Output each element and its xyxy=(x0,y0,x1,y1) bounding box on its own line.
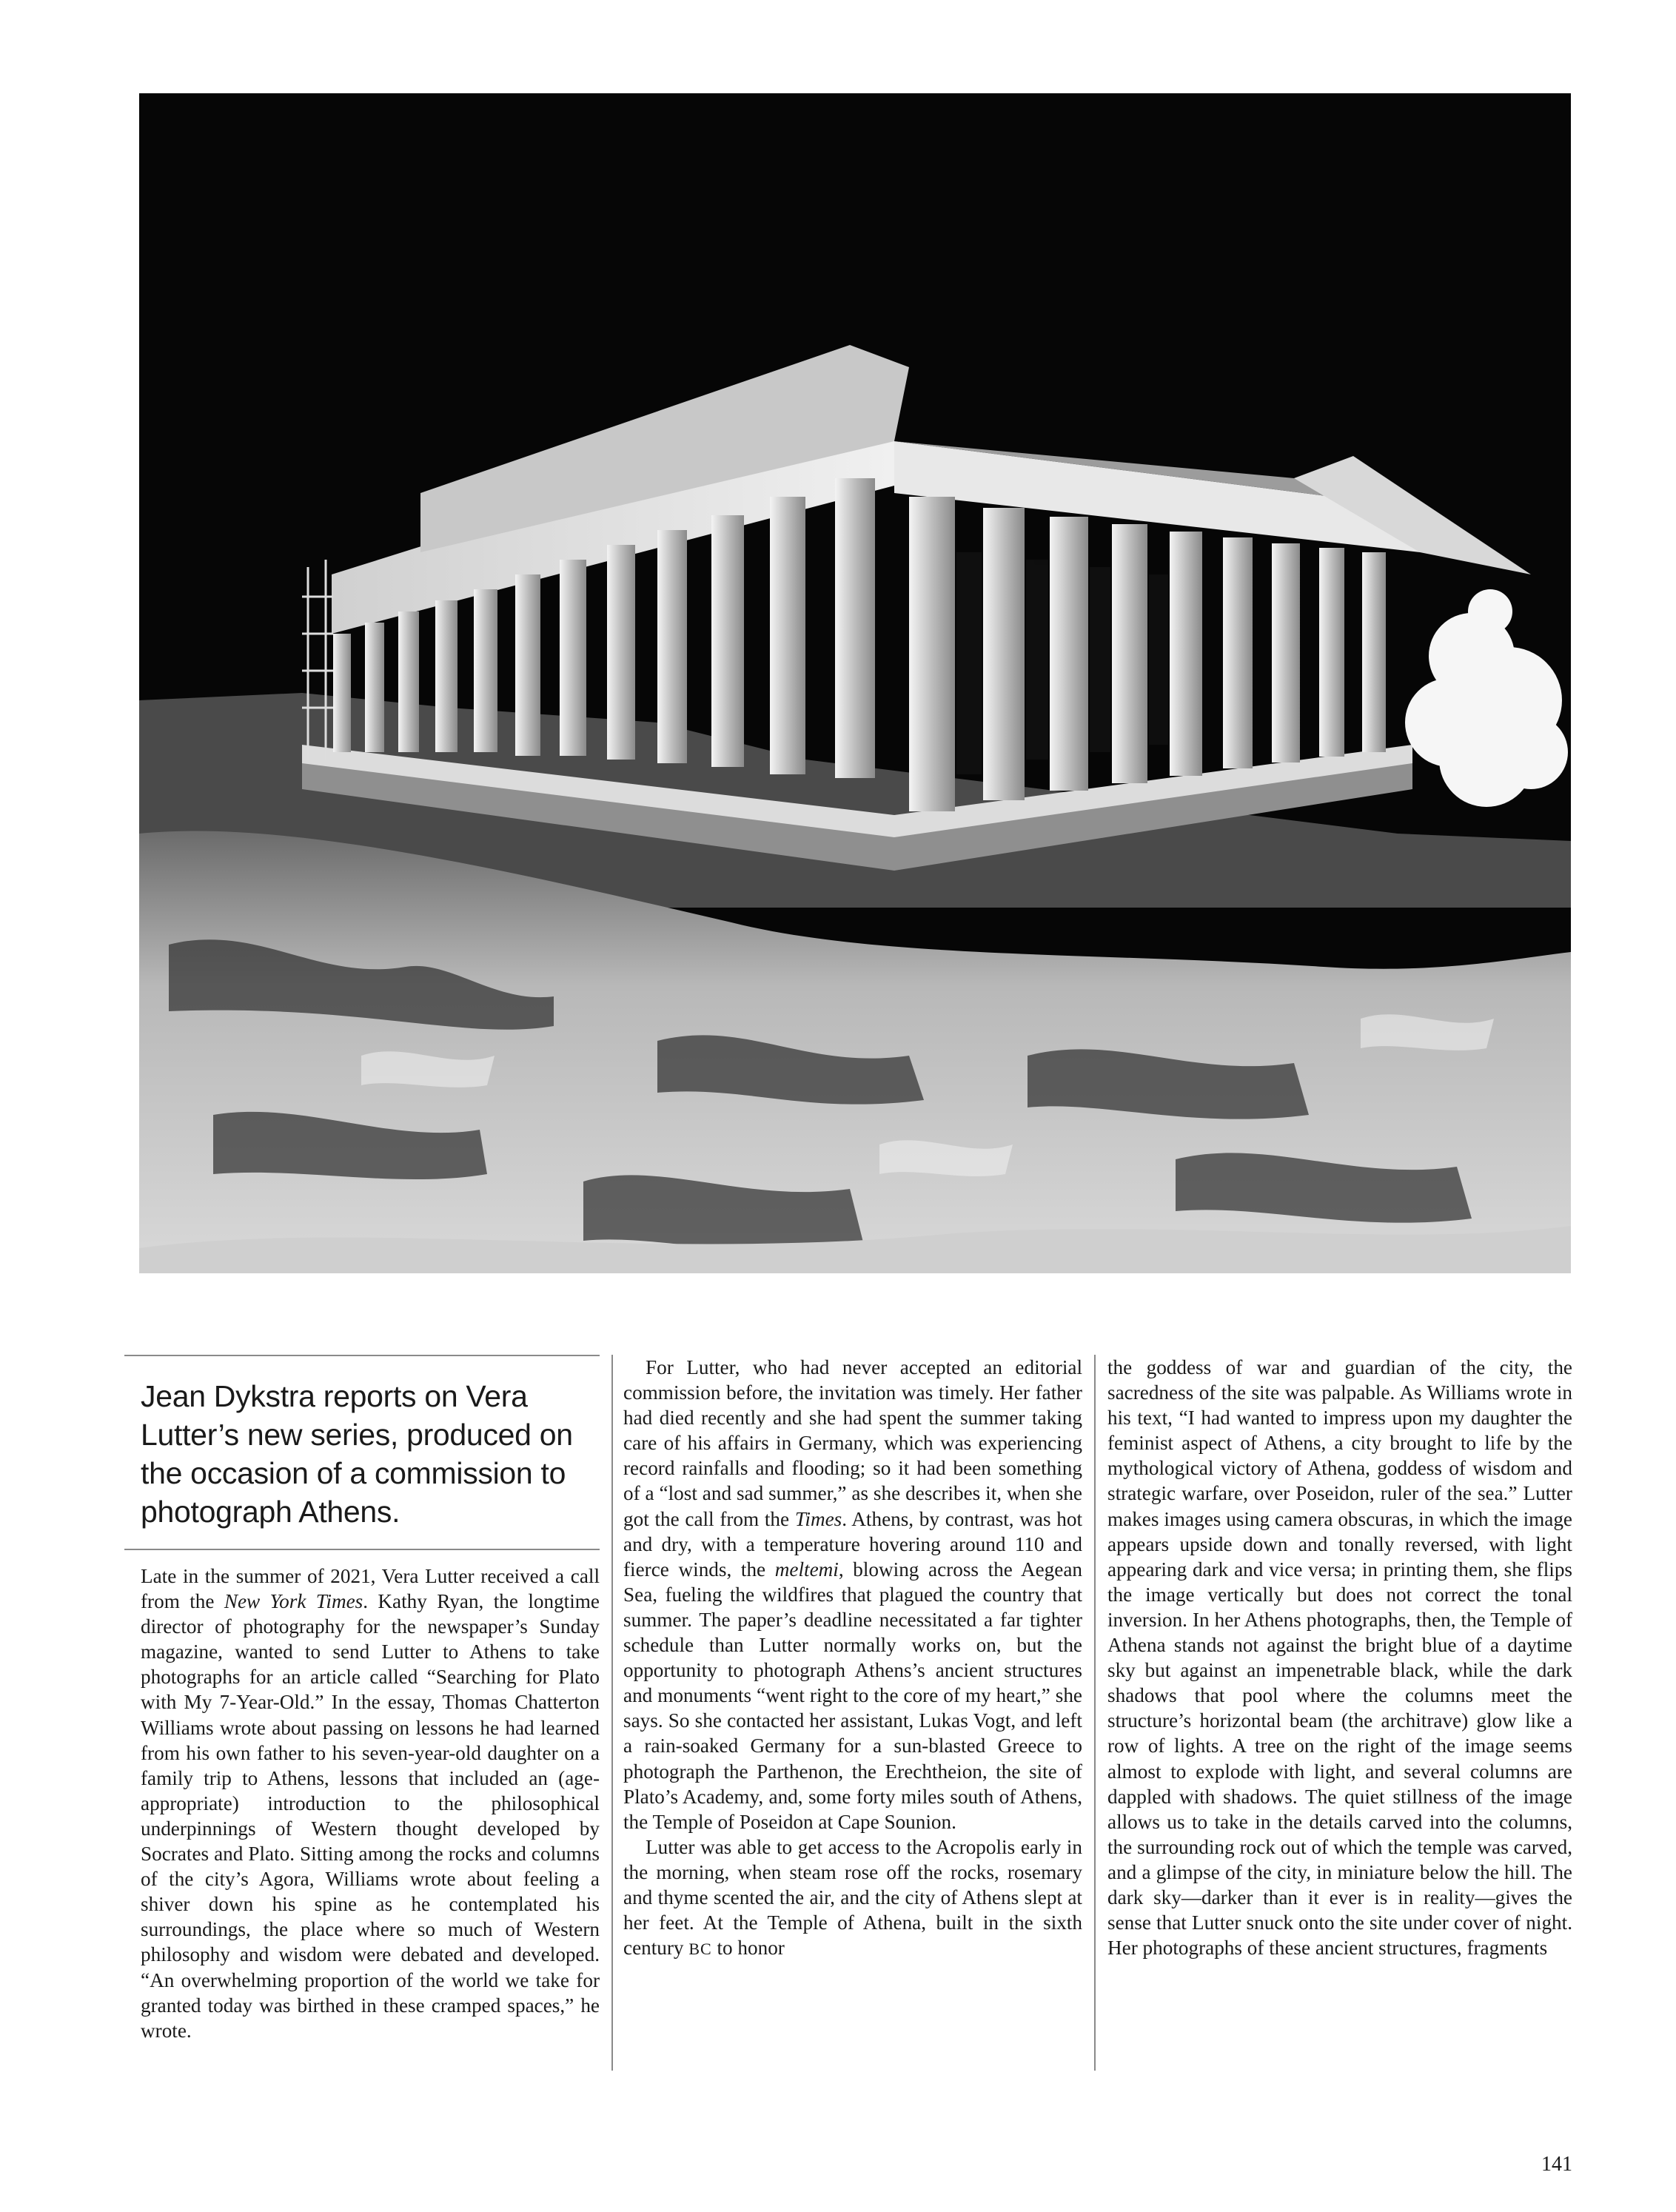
column-divider xyxy=(1094,1355,1096,2071)
parthenon-negative-image xyxy=(139,93,1571,1273)
parthenon-photograph xyxy=(139,93,1571,1273)
article-column-1 xyxy=(124,1355,600,2043)
deck-bottom-rule xyxy=(124,1549,600,1550)
paragraph: Lutter was able to get access to the Acropolis early in the morning, when steam rose off the rocks, rosemary and thyme scented the air, and the city of Athens slept at her feet. At the Temple of Athena, built in the sixth century BC to honor xyxy=(623,1835,1082,1960)
paragraph: For Lutter, who had never accepted an editorial commission before, the invitation was timely. Her father had died recently and she had spent the summer taking care of his affairs in Germany, which was experiencing record rainfalls and flooding; so it had been something of a “lost and sad summer,” as she describes it, when she got the call from the Times. Athens, by contrast, was hot and dry, with a temperature hovering around 110 and fierce winds, the meltemi, blowing across the Aegean Sea, fueling the wildfires that plagued the country that summer. The paper’s deadline necessitated a far tighter schedule than Lutter normally works on, but the opportunity to photograph Athens’s ancient structures and monuments “went right to the core of my heart,” she says. So she contacted her assistant, Lukas Vogt, and left a rain-soaked Germany for a sun-blasted Greece to photograph the Parthenon, the Erechtheion, the site of Plato’s Academy, and, some forty miles south of Athens, the Temple of Poseidon at Cape Sounion. xyxy=(623,1356,1083,1833)
article-column-3 xyxy=(1107,1355,1572,1960)
deck-top-rule xyxy=(124,1355,600,1356)
article-deck: Jean Dykstra reports on Vera Lutter’s new series, produced on the occasion of a commission to photograph Athens. xyxy=(141,1379,573,1529)
article-column-2 xyxy=(623,1355,1082,1962)
column-divider xyxy=(611,1355,613,2071)
paragraph: the goddess of war and guardian of the city, the sacredness of the site was palpable. As Williams wrote in his text, “I had wanted to impress upon my daughter the feminist aspect of Athens, a city brought to life by the mythological victory of Athena, goddess of wisdom and strategic warfare, over Poseidon, ruler of the sea.” Lutter makes images using camera obscuras, in which the image appears upside down and tonally reversed, with light appearing dark and vice versa; in printing them, she flips the image vertically but does not correct the tonal inversion. In her Athens photographs, then, the Temple of Athena stands not against the bright blue of a daytime sky but against an impenetrable black, while the dark shadows that pool where the columns meet the structure’s horizontal beam (the architrave) glow like a row of lights. A tree on the right of the image seems almost to explode with light, and several columns are dappled with shadows. The quiet stillness of the image allows us to take in the details carved into the columns, the surrounding rock out of which the temple was carved, and a glimpse of the city, in miniature below the hill. The dark sky—darker than it ever is in reality—gives the sense that Lutter snuck onto the site under cover of night. Her photographs of these ancient structures, fragments xyxy=(1107,1356,1572,1960)
paragraph: Late in the summer of 2021, Vera Lutter received a call from the New York Times. Kathy Ryan, the longtime director of photography for the newspaper’s Sunday magazine, wanted to send Lutter to Athens to take photographs for an article called “Searching for Plato with My 7-Year-Old.” In the essay, Thomas Chatterton Williams wrote about passing on lessons he had learned from his own father to his seven-year-old daughter on a family trip to Athens, lessons that included an (age-appropriate) introduction to the philosophical underpinnings of Western thought developed by Socrates and Plato. Sitting among the rocks and columns of the city’s Agora, Williams wrote about feeling a shiver down his spine as he contemplated his surroundings, the place where so much of Western philosophy and wisdom were debated and developed. “An overwhelming proportion of the world we take for granted today was birthed in these cramped spaces,” he wrote. xyxy=(141,1565,600,2042)
page-number: 141 xyxy=(1541,2153,1572,2176)
